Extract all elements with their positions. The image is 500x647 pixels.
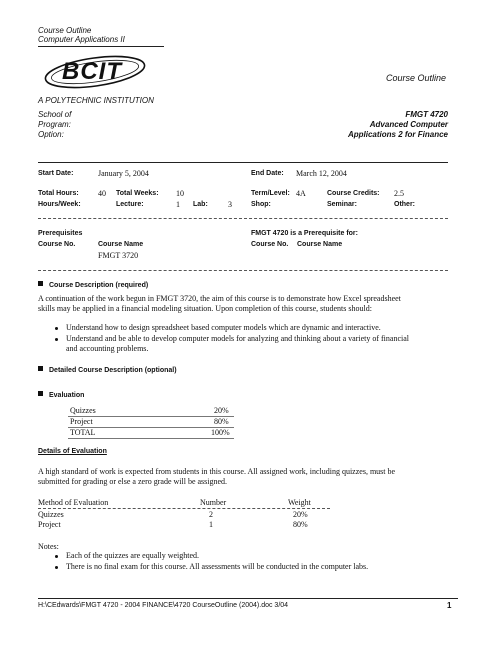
logo-text: BCIT bbox=[62, 58, 122, 85]
details-paragraph-line1: A high standard of work is expected from students in this course. All assigned work, including quizzes, must be bbox=[38, 467, 396, 476]
description-bullet-2-line1: Understand and be able to develop computer models for analyzing and thinking about a variety of financial bbox=[66, 334, 409, 343]
notes-heading: Notes: bbox=[38, 542, 59, 551]
lab-value: 3 bbox=[228, 200, 232, 209]
prereq-course-name-label: Course Name bbox=[98, 241, 144, 248]
start-date-label: Start Date: bbox=[38, 170, 74, 177]
method-row-2-weight: 80% bbox=[293, 520, 308, 529]
method-row-1-weight: 20% bbox=[293, 510, 308, 519]
course-description-heading: Course Description (required) bbox=[38, 281, 148, 289]
bullet-dot-1 bbox=[55, 327, 58, 330]
footer-rule bbox=[38, 598, 458, 599]
program-label: Program: bbox=[38, 120, 71, 129]
description-bullet-2-line2: and accounting problems. bbox=[66, 344, 149, 353]
total-hours-value: 40 bbox=[98, 189, 106, 198]
term-level-value: 4A bbox=[296, 189, 306, 198]
description-bullet-1: Understand how to design spreadsheet based computer models which are dynamic and interactive. bbox=[66, 323, 381, 332]
notes-bullet-dot-1 bbox=[55, 555, 58, 558]
prereq-for-course-name-label: Course Name bbox=[297, 241, 343, 248]
course-title-line1: Advanced Computer bbox=[369, 120, 448, 129]
number-column-header: Number bbox=[200, 498, 227, 507]
lecture-label: Lecture: bbox=[116, 201, 144, 208]
eval-row-project-name: Project bbox=[70, 417, 93, 426]
evaluation-heading: Evaluation bbox=[38, 391, 84, 399]
method-row-2-number: 1 bbox=[209, 520, 213, 529]
bcit-logo bbox=[40, 50, 150, 95]
option-label: Option: bbox=[38, 130, 64, 139]
footer-page-number: 1 bbox=[447, 601, 452, 610]
method-row-1-number: 2 bbox=[209, 510, 213, 519]
lab-label: Lab: bbox=[193, 201, 208, 208]
prereq-course-value: FMGT 3720 bbox=[98, 251, 139, 260]
course-credits-value: 2.5 bbox=[394, 189, 404, 198]
dashed-rule-1 bbox=[38, 218, 448, 219]
section-rule-top bbox=[38, 162, 448, 163]
term-level-label: Term/Level: bbox=[251, 190, 290, 197]
prerequisites-heading: Prerequisites bbox=[38, 230, 83, 237]
method-column-header: Method of Evaluation bbox=[38, 498, 109, 507]
school-label: School of bbox=[38, 110, 72, 119]
footer-file-path: H:\CEdwards\FMGT 4720 - 2004 FINANCE\4720 CourseOutline (2004).doc 3/04 bbox=[38, 602, 289, 609]
method-row-1-name: Quizzes bbox=[38, 510, 64, 519]
eval-row-quizzes-name: Quizzes bbox=[70, 406, 96, 415]
end-date-label: End Date: bbox=[251, 170, 284, 177]
detailed-description-heading: Detailed Course Description (optional) bbox=[38, 366, 177, 374]
notes-item-2: There is no final exam for this course. All assessments will be conducted in the computer labs. bbox=[66, 562, 369, 571]
eval-row-total-value: 100% bbox=[211, 428, 230, 437]
header-course-name: Computer Applications II bbox=[38, 35, 125, 44]
header-rule bbox=[38, 46, 164, 47]
method-table-rule bbox=[38, 508, 330, 509]
description-paragraph-line1: A continuation of the work begun in FMGT 3720, the aim of this course is to demonstrate how Excel spreadsheet bbox=[38, 294, 401, 303]
prereq-for-heading: FMGT 4720 is a Prerequisite for: bbox=[251, 230, 358, 237]
hours-week-label: Hours/Week: bbox=[38, 201, 81, 208]
other-label: Other: bbox=[394, 201, 415, 208]
lecture-value: 1 bbox=[176, 200, 180, 209]
eval-row-project-value: 80% bbox=[214, 417, 229, 426]
logo-tagline: A POLYTECHNIC INSTITUTION bbox=[38, 96, 154, 105]
bullet-dot-2 bbox=[55, 338, 58, 341]
details-of-evaluation-heading: Details of Evaluation bbox=[38, 448, 107, 455]
dashed-rule-2 bbox=[38, 270, 448, 271]
shop-label: Shop: bbox=[251, 201, 271, 208]
weight-column-header: Weight bbox=[288, 498, 311, 507]
end-date-value: March 12, 2004 bbox=[296, 169, 347, 178]
course-title-line2: Applications 2 for Finance bbox=[347, 130, 448, 139]
eval-row-total-name: TOTAL bbox=[70, 428, 96, 437]
total-weeks-label: Total Weeks: bbox=[116, 190, 159, 197]
method-row-2-name: Project bbox=[38, 520, 61, 529]
prereq-for-course-no-label: Course No. bbox=[251, 241, 289, 248]
seminar-label: Seminar: bbox=[327, 201, 357, 208]
start-date-value: January 5, 2004 bbox=[98, 169, 149, 178]
notes-item-1: Each of the quizzes are equally weighted. bbox=[66, 551, 200, 560]
details-paragraph-line2: submitted for grading or else a zero grade will be assigned. bbox=[38, 477, 228, 486]
doc-type-label: Course Outline bbox=[386, 73, 447, 83]
course-code: FMGT 4720 bbox=[405, 110, 448, 119]
total-hours-label: Total Hours: bbox=[38, 190, 79, 197]
eval-row-quizzes-value: 20% bbox=[214, 406, 229, 415]
course-credits-label: Course Credits: bbox=[327, 190, 380, 197]
description-paragraph-line2: skills may be applied in a financial modeling situation. Upon completion of this course, students should: bbox=[38, 304, 372, 313]
prereq-course-no-label: Course No. bbox=[38, 241, 76, 248]
total-weeks-value: 10 bbox=[176, 189, 184, 198]
notes-bullet-dot-2 bbox=[55, 566, 58, 569]
header-course-outline: Course Outline bbox=[38, 26, 92, 35]
eval-row-rule-3 bbox=[68, 438, 234, 439]
